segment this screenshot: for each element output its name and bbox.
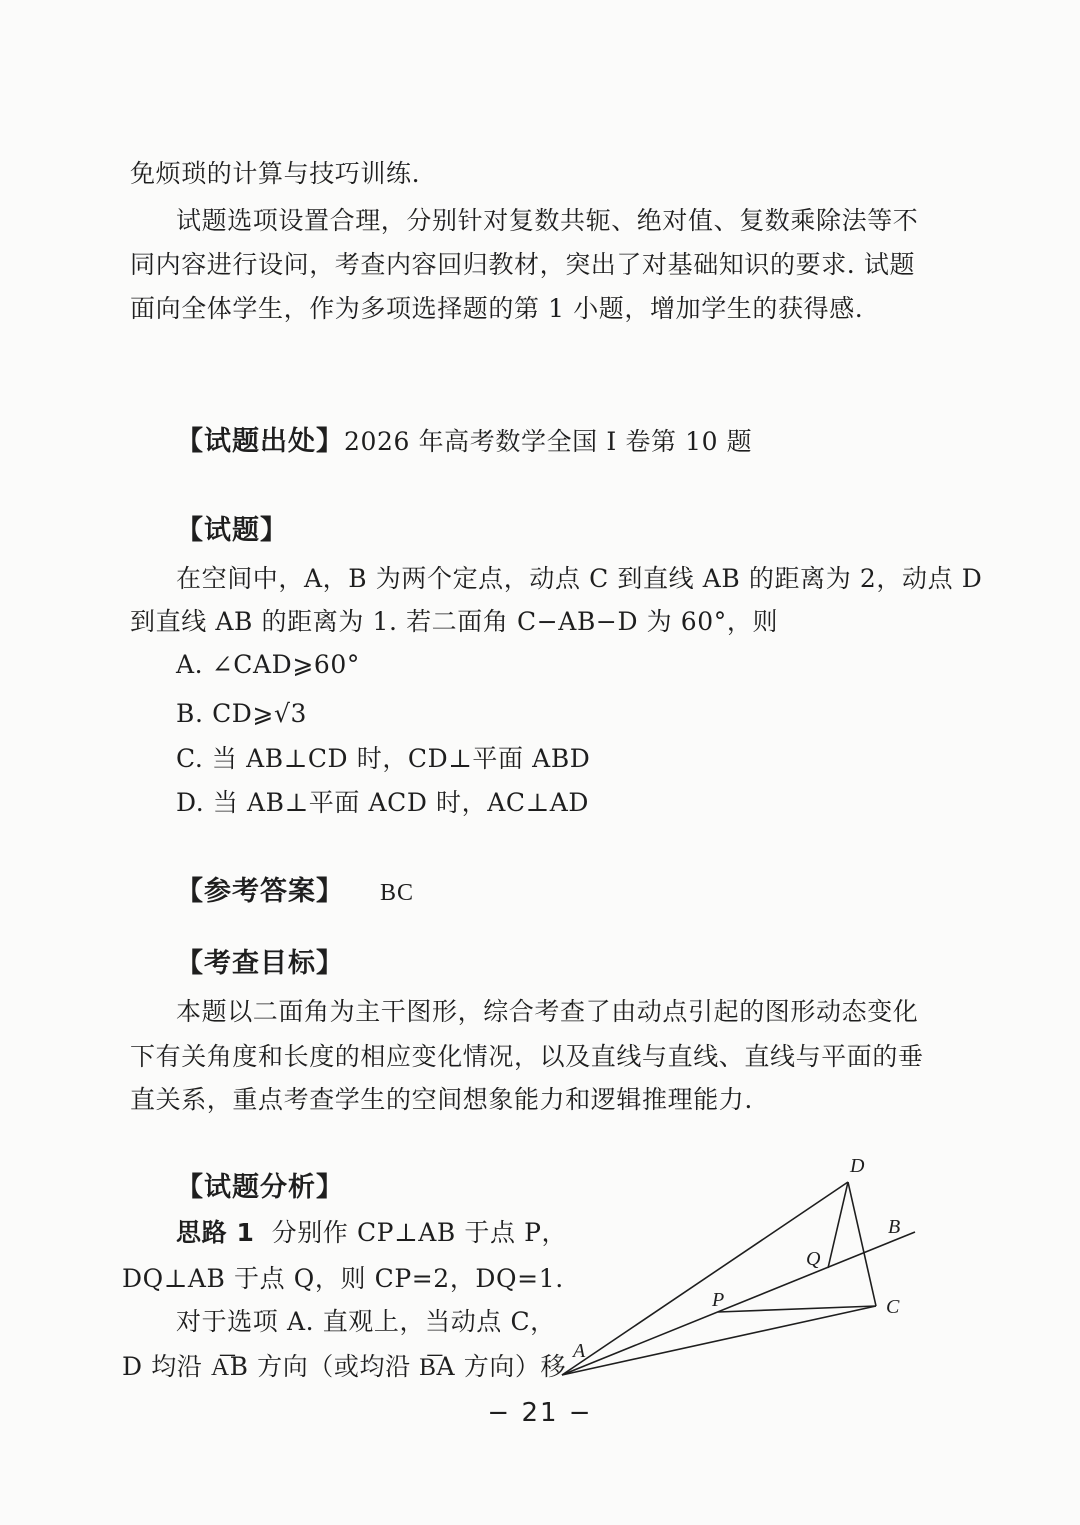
option-b: B. CD⩾√3 (176, 699, 308, 728)
label-q: Q (806, 1248, 821, 1270)
question-line-1: 在空间中，A，B 为两个定点，动点 C 到直线 AB 的距离为 2，动点 D (176, 564, 983, 593)
dihedral-figure (540, 1140, 940, 1390)
label-b: B (888, 1216, 901, 1238)
source-heading: 【试题出处】 (176, 426, 344, 457)
objective-heading: 【考查目标】 (176, 948, 344, 979)
option-d: D. 当 AB⊥平面 ACD 时，AC⊥AD (176, 788, 590, 817)
source-text: 2026 年高考数学全国 I 卷第 10 题 (344, 427, 753, 456)
intro-line-1: 免烦琐的计算与技巧训练. (130, 159, 421, 188)
source-section (176, 425, 752, 459)
label-p: P (712, 1289, 725, 1311)
line-dc (848, 1182, 876, 1306)
analysis-line-1-text: 分别作 CP⊥AB 于点 P， (271, 1218, 568, 1247)
option-a: A. ∠CAD⩾60° (176, 650, 360, 679)
intro-line-3: 同内容进行设问，考查内容回归教材，突出了对基础知识的要求. 试题 (130, 250, 916, 279)
analysis-line-2: DQ⊥AB 于点 Q，则 CP=2，DQ=1. (122, 1264, 564, 1293)
analysis-line-4: D 均沿 A͞B 方向（或均沿 B͞A 方向）移 (122, 1352, 567, 1381)
label-a: A (573, 1340, 586, 1362)
line-ab (562, 1232, 915, 1375)
line-ad (562, 1182, 848, 1375)
objective-line-3: 直关系，重点考查学生的空间想象能力和逻辑推理能力. (130, 1085, 753, 1114)
question-heading: 【试题】 (176, 515, 288, 546)
analysis-line-3: 对于选项 A. 直观上，当动点 C， (176, 1307, 556, 1336)
idea-label: 思路 1 (176, 1218, 255, 1247)
page-number: − 21 − (487, 1398, 593, 1428)
analysis-line-1 (176, 1216, 567, 1250)
analysis-heading: 【试题分析】 (176, 1172, 344, 1203)
answer-heading: 【参考答案】 (176, 876, 344, 907)
answer-section (176, 875, 414, 910)
line-dq (828, 1182, 848, 1268)
option-c: C. 当 AB⊥CD 时，CD⊥平面 ABD (176, 744, 591, 773)
question-line-2: 到直线 AB 的距离为 1. 若二面角 C−AB−D 为 60°，则 (130, 607, 779, 636)
label-c: C (886, 1296, 900, 1318)
intro-line-2: 试题选项设置合理，分别针对复数共轭、绝对值、复数乘除法等不 (176, 206, 919, 235)
line-ac (562, 1306, 876, 1375)
answer-text: BC (380, 880, 415, 906)
intro-line-4: 面向全体学生，作为多项选择题的第 1 小题，增加学生的获得感. (130, 294, 864, 323)
label-d: D (850, 1155, 865, 1177)
objective-line-2: 下有关角度和长度的相应变化情况，以及直线与直线、直线与平面的垂 (130, 1042, 924, 1071)
objective-line-1: 本题以二面角为主干图形，综合考查了由动点引起的图形动态变化 (176, 997, 919, 1026)
